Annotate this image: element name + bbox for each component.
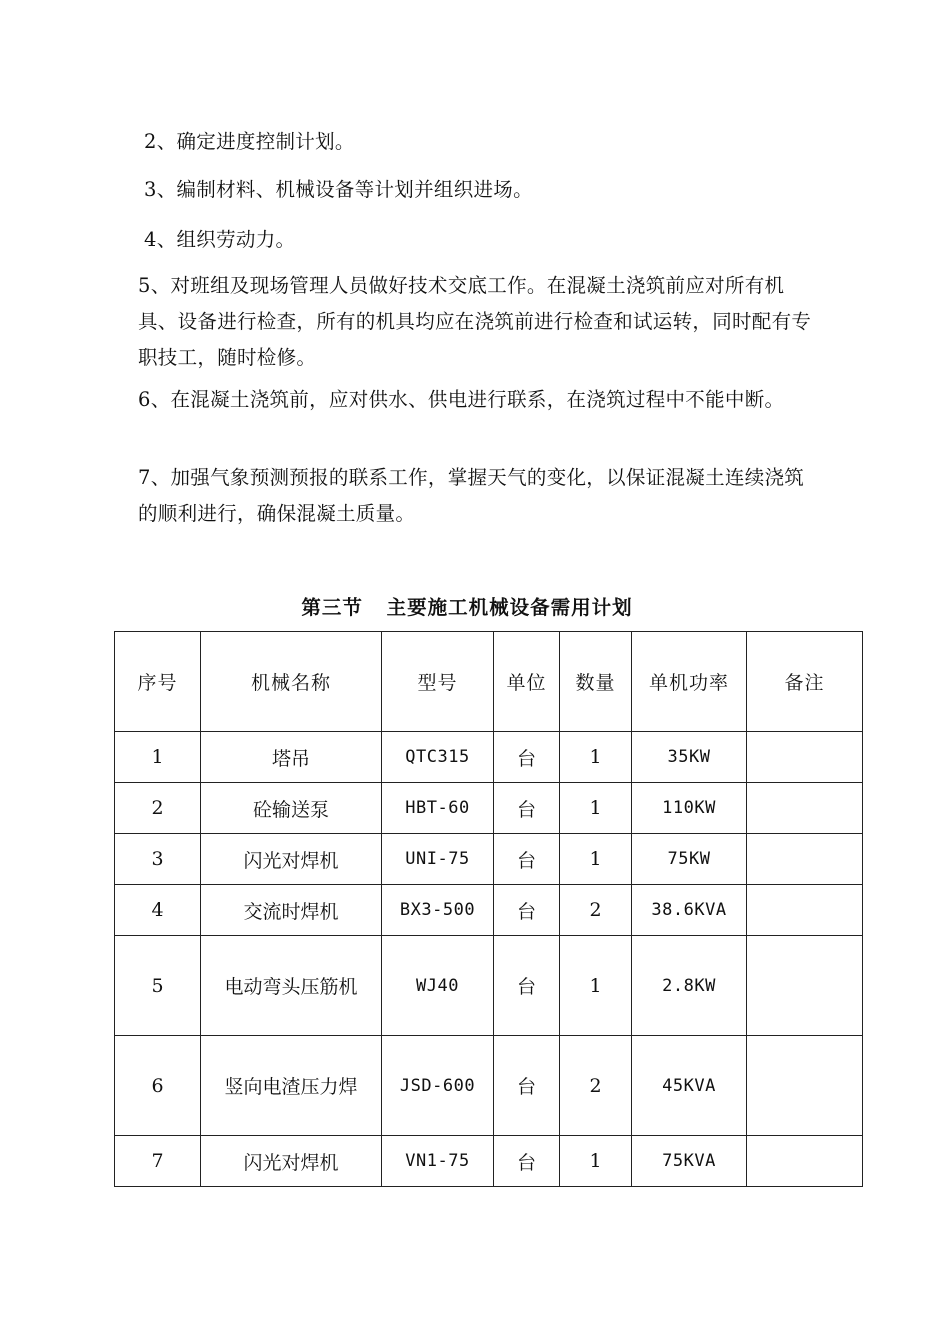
cell-machine-name: 闪光对焊机	[201, 1136, 382, 1187]
section-heading: 主要施工机械设备需用计划	[386, 596, 633, 619]
paragraph-item-4: 4、组织劳动力。	[144, 228, 296, 251]
cell-model: QTC315	[382, 732, 494, 783]
cell-quantity: 1	[560, 936, 632, 1036]
cell-quantity: 1	[560, 834, 632, 885]
header-quantity: 数量	[560, 632, 632, 732]
cell-remarks	[747, 783, 863, 834]
equipment-table	[114, 631, 863, 1187]
header-remarks: 备注	[747, 632, 863, 732]
cell-machine-name: 电动弯头压筋机	[201, 936, 382, 1036]
cell-index: 2	[115, 783, 201, 834]
cell-unit: 台	[494, 732, 560, 783]
header-machine-name: 机械名称	[201, 632, 382, 732]
cell-remarks	[747, 1036, 863, 1136]
cell-model: UNI-75	[382, 834, 494, 885]
cell-machine-name: 竖向电渣压力焊	[201, 1036, 382, 1136]
cell-index: 6	[115, 1036, 201, 1136]
cell-index: 1	[115, 732, 201, 783]
cell-unit: 台	[494, 1136, 560, 1187]
cell-remarks	[747, 834, 863, 885]
header-model: 型号	[382, 632, 494, 732]
cell-quantity: 2	[560, 885, 632, 936]
paragraph-item-5: 5、对班组及现场管理人员做好技术交底工作。在混凝土浇筑前应对所有机具、设备进行检查，所有的机具均应在浇筑前进行检查和试运转，同时配有专职技工，随时检修。	[138, 274, 812, 369]
cell-remarks	[747, 732, 863, 783]
cell-quantity: 2	[560, 1036, 632, 1136]
cell-quantity: 1	[560, 783, 632, 834]
cell-index: 3	[115, 834, 201, 885]
cell-power: 38.6KVA	[632, 885, 747, 936]
section-title	[0, 592, 950, 620]
cell-power: 75KVA	[632, 1136, 747, 1187]
cell-remarks	[747, 885, 863, 936]
table-row	[115, 1136, 863, 1187]
cell-unit: 台	[494, 936, 560, 1036]
cell-machine-name: 砼输送泵	[201, 783, 382, 834]
cell-machine-name: 交流时焊机	[201, 885, 382, 936]
header-unit: 单位	[494, 632, 560, 732]
cell-power: 110KW	[632, 783, 747, 834]
cell-machine-name: 闪光对焊机	[201, 834, 382, 885]
cell-quantity: 1	[560, 1136, 632, 1187]
cell-power: 35KW	[632, 732, 747, 783]
cell-model: JSD-600	[382, 1036, 494, 1136]
header-index: 序号	[115, 632, 201, 732]
cell-power: 75KW	[632, 834, 747, 885]
table-row	[115, 732, 863, 783]
table-row	[115, 834, 863, 885]
paragraph-item-7: 7、加强气象预测预报的联系工作，掌握天气的变化，以保证混凝土连续浇筑的顺利进行，确保混凝土质量。	[138, 466, 805, 525]
cell-quantity: 1	[560, 732, 632, 783]
cell-index: 5	[115, 936, 201, 1036]
cell-remarks	[747, 936, 863, 1036]
cell-model: WJ40	[382, 936, 494, 1036]
cell-model: BX3-500	[382, 885, 494, 936]
paragraph-item-3: 3、编制材料、机械设备等计划并组织进场。	[144, 178, 533, 201]
cell-power: 2.8KW	[632, 936, 747, 1036]
paragraph-item-6: 6、在混凝土浇筑前，应对供水、供电进行联系，在浇筑过程中不能中断。	[138, 388, 785, 411]
cell-model: HBT-60	[382, 783, 494, 834]
cell-unit: 台	[494, 885, 560, 936]
table-row	[115, 1036, 863, 1136]
cell-model: VN1-75	[382, 1136, 494, 1187]
header-power: 单机功率	[632, 632, 747, 732]
table-row	[115, 783, 863, 834]
cell-remarks	[747, 1136, 863, 1187]
cell-index: 7	[115, 1136, 201, 1187]
cell-unit: 台	[494, 783, 560, 834]
section-number: 第三节	[301, 596, 363, 619]
cell-index: 4	[115, 885, 201, 936]
table-row	[115, 885, 863, 936]
paragraph-item-2: 2、确定进度控制计划。	[144, 130, 355, 153]
table-header-row	[115, 632, 863, 732]
cell-machine-name: 塔吊	[201, 732, 382, 783]
cell-unit: 台	[494, 1036, 560, 1136]
cell-power: 45KVA	[632, 1036, 747, 1136]
table-row	[115, 936, 863, 1036]
cell-unit: 台	[494, 834, 560, 885]
